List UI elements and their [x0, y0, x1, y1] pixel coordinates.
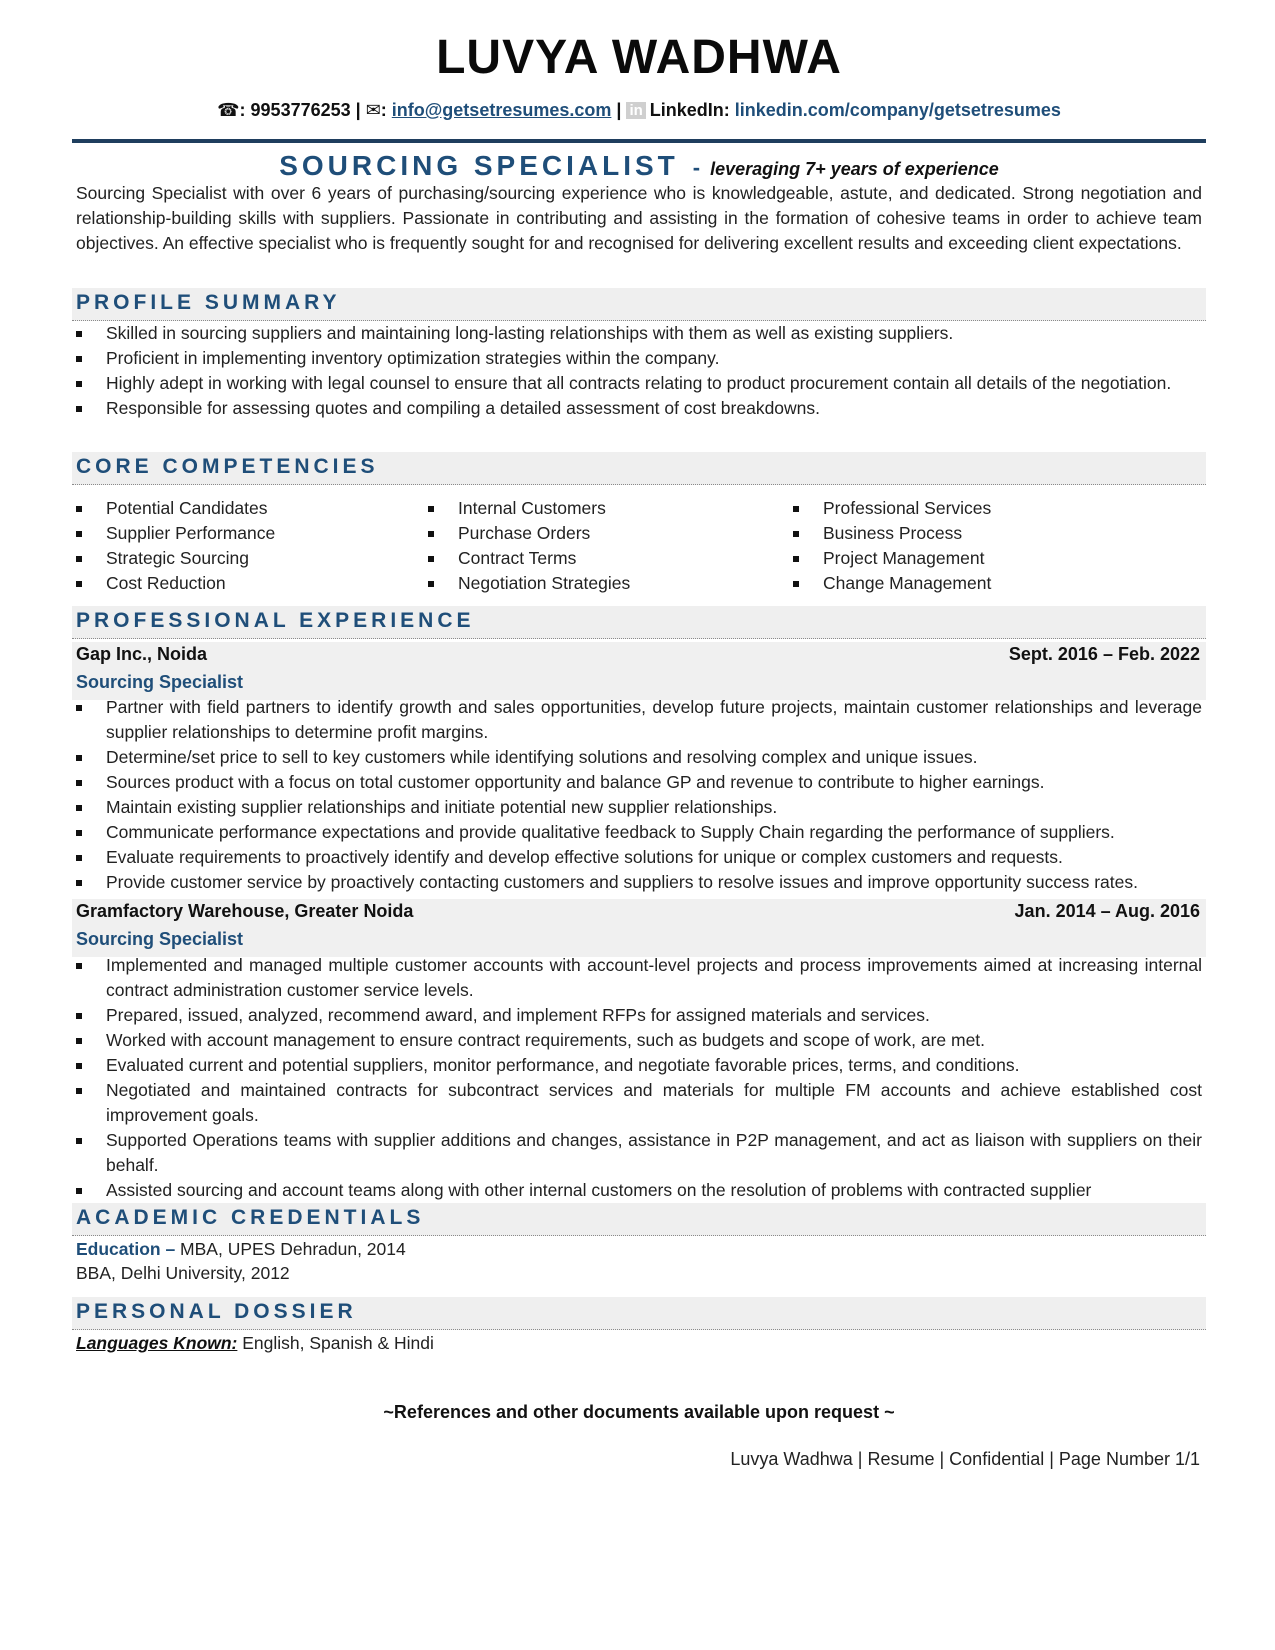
list-item: Cost Reduction	[72, 571, 412, 596]
list-item: Internal Customers	[424, 496, 784, 521]
list-item: Professional Services	[789, 496, 1149, 521]
list-item: Highly adept in working with legal counsel to ensure that all contracts relating to product procurement contain all details of the negotiation.	[72, 371, 1202, 396]
list-item: Purchase Orders	[424, 521, 784, 546]
list-item: Potential Candidates	[72, 496, 412, 521]
competencies-grid	[72, 496, 1206, 596]
job-duties-list	[72, 953, 1202, 1203]
competencies-column	[424, 496, 784, 596]
section-personal-dossier	[72, 1297, 1206, 1330]
list-item: Sources product with a focus on total customer opportunity and balance GP and revenue to contribute to higher earnings.	[72, 770, 1202, 795]
competencies-list	[72, 496, 412, 596]
references-note: ~References and other documents available upon request ~	[383, 1402, 895, 1422]
headline-tagline: leveraging 7+ years of experience	[710, 159, 999, 179]
headline-dash: -	[692, 155, 701, 180]
list-item: Implemented and managed multiple customer accounts with account-level projects and process improvements aimed at increasing internal contract administration customer service levels.	[72, 953, 1202, 1003]
phone-number: 9953776253	[250, 100, 351, 120]
list-item: Change Management	[789, 571, 1149, 596]
headline	[72, 150, 1206, 182]
section-title: ACADEMIC CREDENTIALS	[76, 1206, 425, 1229]
job-duties-list	[72, 695, 1202, 895]
job-header	[72, 642, 1206, 700]
list-item: Responsible for assessing quotes and compiling a detailed assessment of cost breakdowns.	[72, 396, 1202, 421]
section-title: PROFESSIONAL EXPERIENCE	[76, 609, 475, 632]
list-item: Supplier Performance	[72, 521, 412, 546]
job-role: Sourcing Specialist	[76, 929, 244, 949]
education-degree: MBA, UPES Dehradun, 2014	[180, 1239, 406, 1259]
header-divider	[72, 139, 1206, 143]
linkedin-label: LinkedIn:	[649, 100, 735, 120]
list-item: Evaluate requirements to proactively identify and develop effective solutions for unique or complex customers and requests.	[72, 845, 1202, 870]
job-header	[72, 899, 1206, 957]
email-link[interactable]: info@getsetresumes.com	[391, 100, 612, 120]
education-degree: BBA, Delhi University, 2012	[76, 1263, 290, 1283]
list-item: Communicate performance expectations and provide qualitative feedback to Supply Chain regarding the performance of suppliers.	[72, 820, 1202, 845]
page-footer: Luvya Wadhwa | Resume | Confidential | Page Number 1/1	[730, 1449, 1200, 1469]
contact-separator: |	[611, 100, 627, 120]
list-item: Negotiated and maintained contracts for subcontract services and materials for multiple FM accounts and achieve established cost improvement goals.	[72, 1078, 1202, 1128]
linkedin-icon: in	[626, 102, 645, 119]
list-item: Project Management	[789, 546, 1149, 571]
languages-value: English, Spanish & Hindi	[237, 1333, 434, 1353]
section-core-competencies	[72, 452, 1206, 485]
languages-line	[76, 1331, 434, 1356]
list-item: Strategic Sourcing	[72, 546, 412, 571]
list-item: Prepared, issued, analyzed, recommend award, and implement RFPs for assigned materials and services.	[72, 1003, 1202, 1028]
section-title: CORE COMPETENCIES	[76, 455, 379, 478]
profile-summary-list	[72, 321, 1202, 421]
education-label: Education –	[76, 1239, 181, 1259]
section-title: PROFILE SUMMARY	[76, 291, 341, 314]
section-title: PERSONAL DOSSIER	[76, 1300, 357, 1323]
candidate-name: LUVYA WADHWA	[436, 31, 842, 84]
section-profile-summary	[72, 288, 1206, 321]
list-item: Assisted sourcing and account teams along with other internal customers on the resolution of problems with contracted supplier	[72, 1178, 1202, 1203]
list-item: Skilled in sourcing suppliers and maintaining long-lasting relationships with them as well as existing suppliers.	[72, 321, 1202, 346]
summary-paragraph: Sourcing Specialist with over 6 years of purchasing/sourcing experience who is knowledgeable, astute, and dedicated. Strong negotiation and relationship-building skills with suppliers. Passionate in contributing and assisting in the formation of cohesive teams in order to achieve team objectives. An effective specialist who is frequently sought for and recognised for delivering excellent results and exceeding client expectations.	[76, 183, 1202, 253]
list-item: Determine/set price to sell to key customers while identifying solutions and resolving complex and unique issues.	[72, 745, 1202, 770]
competencies-list	[789, 496, 1149, 596]
contact-separator: |	[350, 100, 366, 120]
job-role: Sourcing Specialist	[76, 672, 244, 692]
list-item: Maintain existing supplier relationships and initiate potential new supplier relationships.	[72, 795, 1202, 820]
email-icon: ✉:	[365, 100, 392, 120]
section-professional-experience	[72, 606, 1206, 639]
list-item: Evaluated current and potential suppliers, monitor performance, and negotiate favorable prices, terms, and conditions.	[72, 1053, 1202, 1078]
job-dates: Jan. 2014 – Aug. 2016	[1014, 901, 1200, 921]
list-item: Business Process	[789, 521, 1149, 546]
list-item: Negotiation Strategies	[424, 571, 784, 596]
job-company: Gramfactory Warehouse, Greater Noida	[76, 901, 414, 921]
list-item: Supported Operations teams with supplier additions and changes, assistance in P2P management, and act as liaison with suppliers on their behalf.	[72, 1128, 1202, 1178]
competencies-column	[72, 496, 412, 596]
job-company: Gap Inc., Noida	[76, 644, 208, 664]
phone-icon: ☎:	[217, 100, 251, 120]
education-line	[76, 1237, 406, 1262]
section-academic-credentials	[72, 1203, 1206, 1236]
job-dates: Sept. 2016 – Feb. 2022	[1008, 644, 1200, 664]
competencies-list	[424, 496, 784, 596]
competencies-column	[789, 496, 1149, 596]
list-item: Partner with field partners to identify growth and sales opportunities, develop future projects, maintain customer relationships and leverage supplier relationships to determine profit margins.	[72, 695, 1202, 745]
list-item: Worked with account management to ensure contract requirements, such as budgets and scope of work, are met.	[72, 1028, 1202, 1053]
languages-label: Languages Known:	[76, 1333, 238, 1353]
list-item: Proficient in implementing inventory optimization strategies within the company.	[72, 346, 1202, 371]
list-item: Contract Terms	[424, 546, 784, 571]
contact-line	[72, 100, 1206, 121]
linkedin-link[interactable]: linkedin.com/company/getsetresumes	[734, 100, 1061, 120]
job-title: SOURCING SPECIALIST	[279, 150, 679, 181]
list-item: Provide customer service by proactively contacting customers and suppliers to resolve issues and improve opportunity success rates.	[72, 870, 1202, 895]
